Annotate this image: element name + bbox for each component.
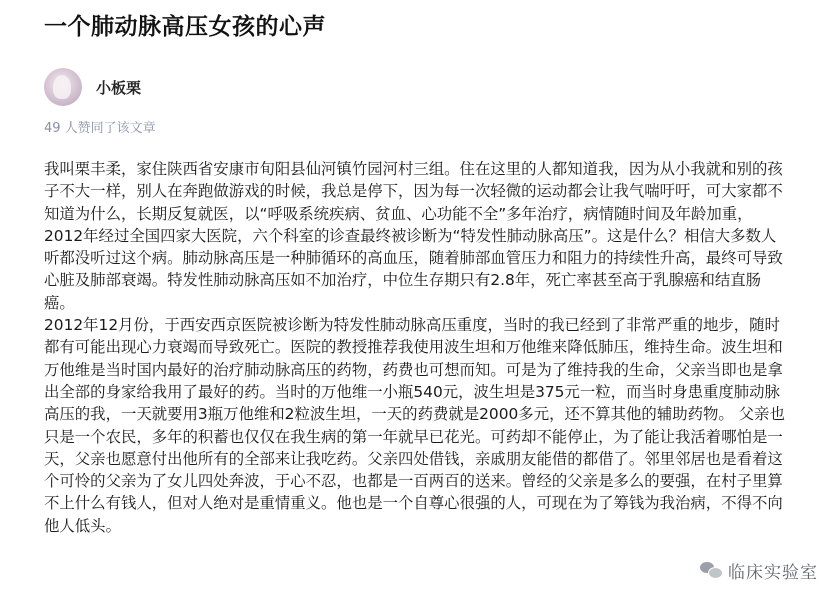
watermark bbox=[698, 557, 822, 583]
author-row bbox=[44, 67, 794, 107]
article bbox=[44, 0, 794, 537]
likes-count: 49 人赞同了该文章 bbox=[44, 121, 156, 136]
wechat-icon bbox=[700, 559, 722, 581]
article-title: 一个肺动脉高压女孩的心声 bbox=[44, 14, 326, 40]
author-name[interactable]: 小板栗 bbox=[96, 78, 142, 97]
avatar[interactable] bbox=[44, 68, 82, 106]
watermark-text: 临床实验室 bbox=[728, 562, 818, 583]
article-body bbox=[44, 158, 786, 537]
article-paragraph: 我叫栗丰柔，家住陕西省安康市旬阳县仙河镇竹园河村三组。住在这里的人都知道我，因为从小我就和别的孩子不大一样，别人在奔跑做游戏的时候，我总是停下，因为每一次轻微的运动都会让我气喘吁吁，可大家都不知道为什么，长期反复就医，以“呼吸系统疾病、贫血、心功能不全”多年治疗，病情随时间及年龄加重，2012年经过全国四家大医院，六个科室的诊查最终被诊断为“特发性肺动脉高压”。这是什么？相信大多数人听都没听过这个病。肺动脉高压是一种肺循环的高血压，随着肺部血管压力和阻力的持续性升高，最终可导致心脏及肺部衰竭。特发性肺动脉高压如不加治疗，中位生存期只有2.8年，死亡率甚至高于乳腺癌和结直肠癌。 bbox=[44, 160, 783, 312]
article-paragraph: 2012年12月份，于西安西京医院被诊断为特发性肺动脉高压重度，当时的我已经到了非常严重的地步，随时都有可能出现心力衰竭而导致死亡。医院的教授推荐我使用波生坦和万他维来降低肺压，维持生命。波生坦和万他维是当时国内最好的治疗肺动脉高压的药物，药费也可想而知。可是为了维持我的生命，父亲当即也是拿出全部的身家给我用了最好的药。当时的万他维一小瓶540元，波生坦是375元一粒，而当时身患重度肺动脉高压的我，一天就要用3瓶万他维和2粒波生坦，一天的药费就是2000多元，还不算其他的辅助药物。 父亲也只是一个农民，多年的积蓄也仅仅在我生病的第一年就早已花光。可药却不能停止，为了能让我活着哪怕是一天，父亲也愿意付出他所有的全部来让我吃药。父亲四处借钱，亲戚朋友能借的都借了。邻里邻居也是看着这个可怜的父亲为了女儿四处奔波，于心不忍，也都是一百两百的送来。曾经的父亲是多么的要强，在村子里算不上什么有钱人，但对人绝对是重情重义。他也是一个自尊心很强的人，可现在为了筹钱为我治病，不得不向他人低头。 bbox=[44, 316, 785, 535]
